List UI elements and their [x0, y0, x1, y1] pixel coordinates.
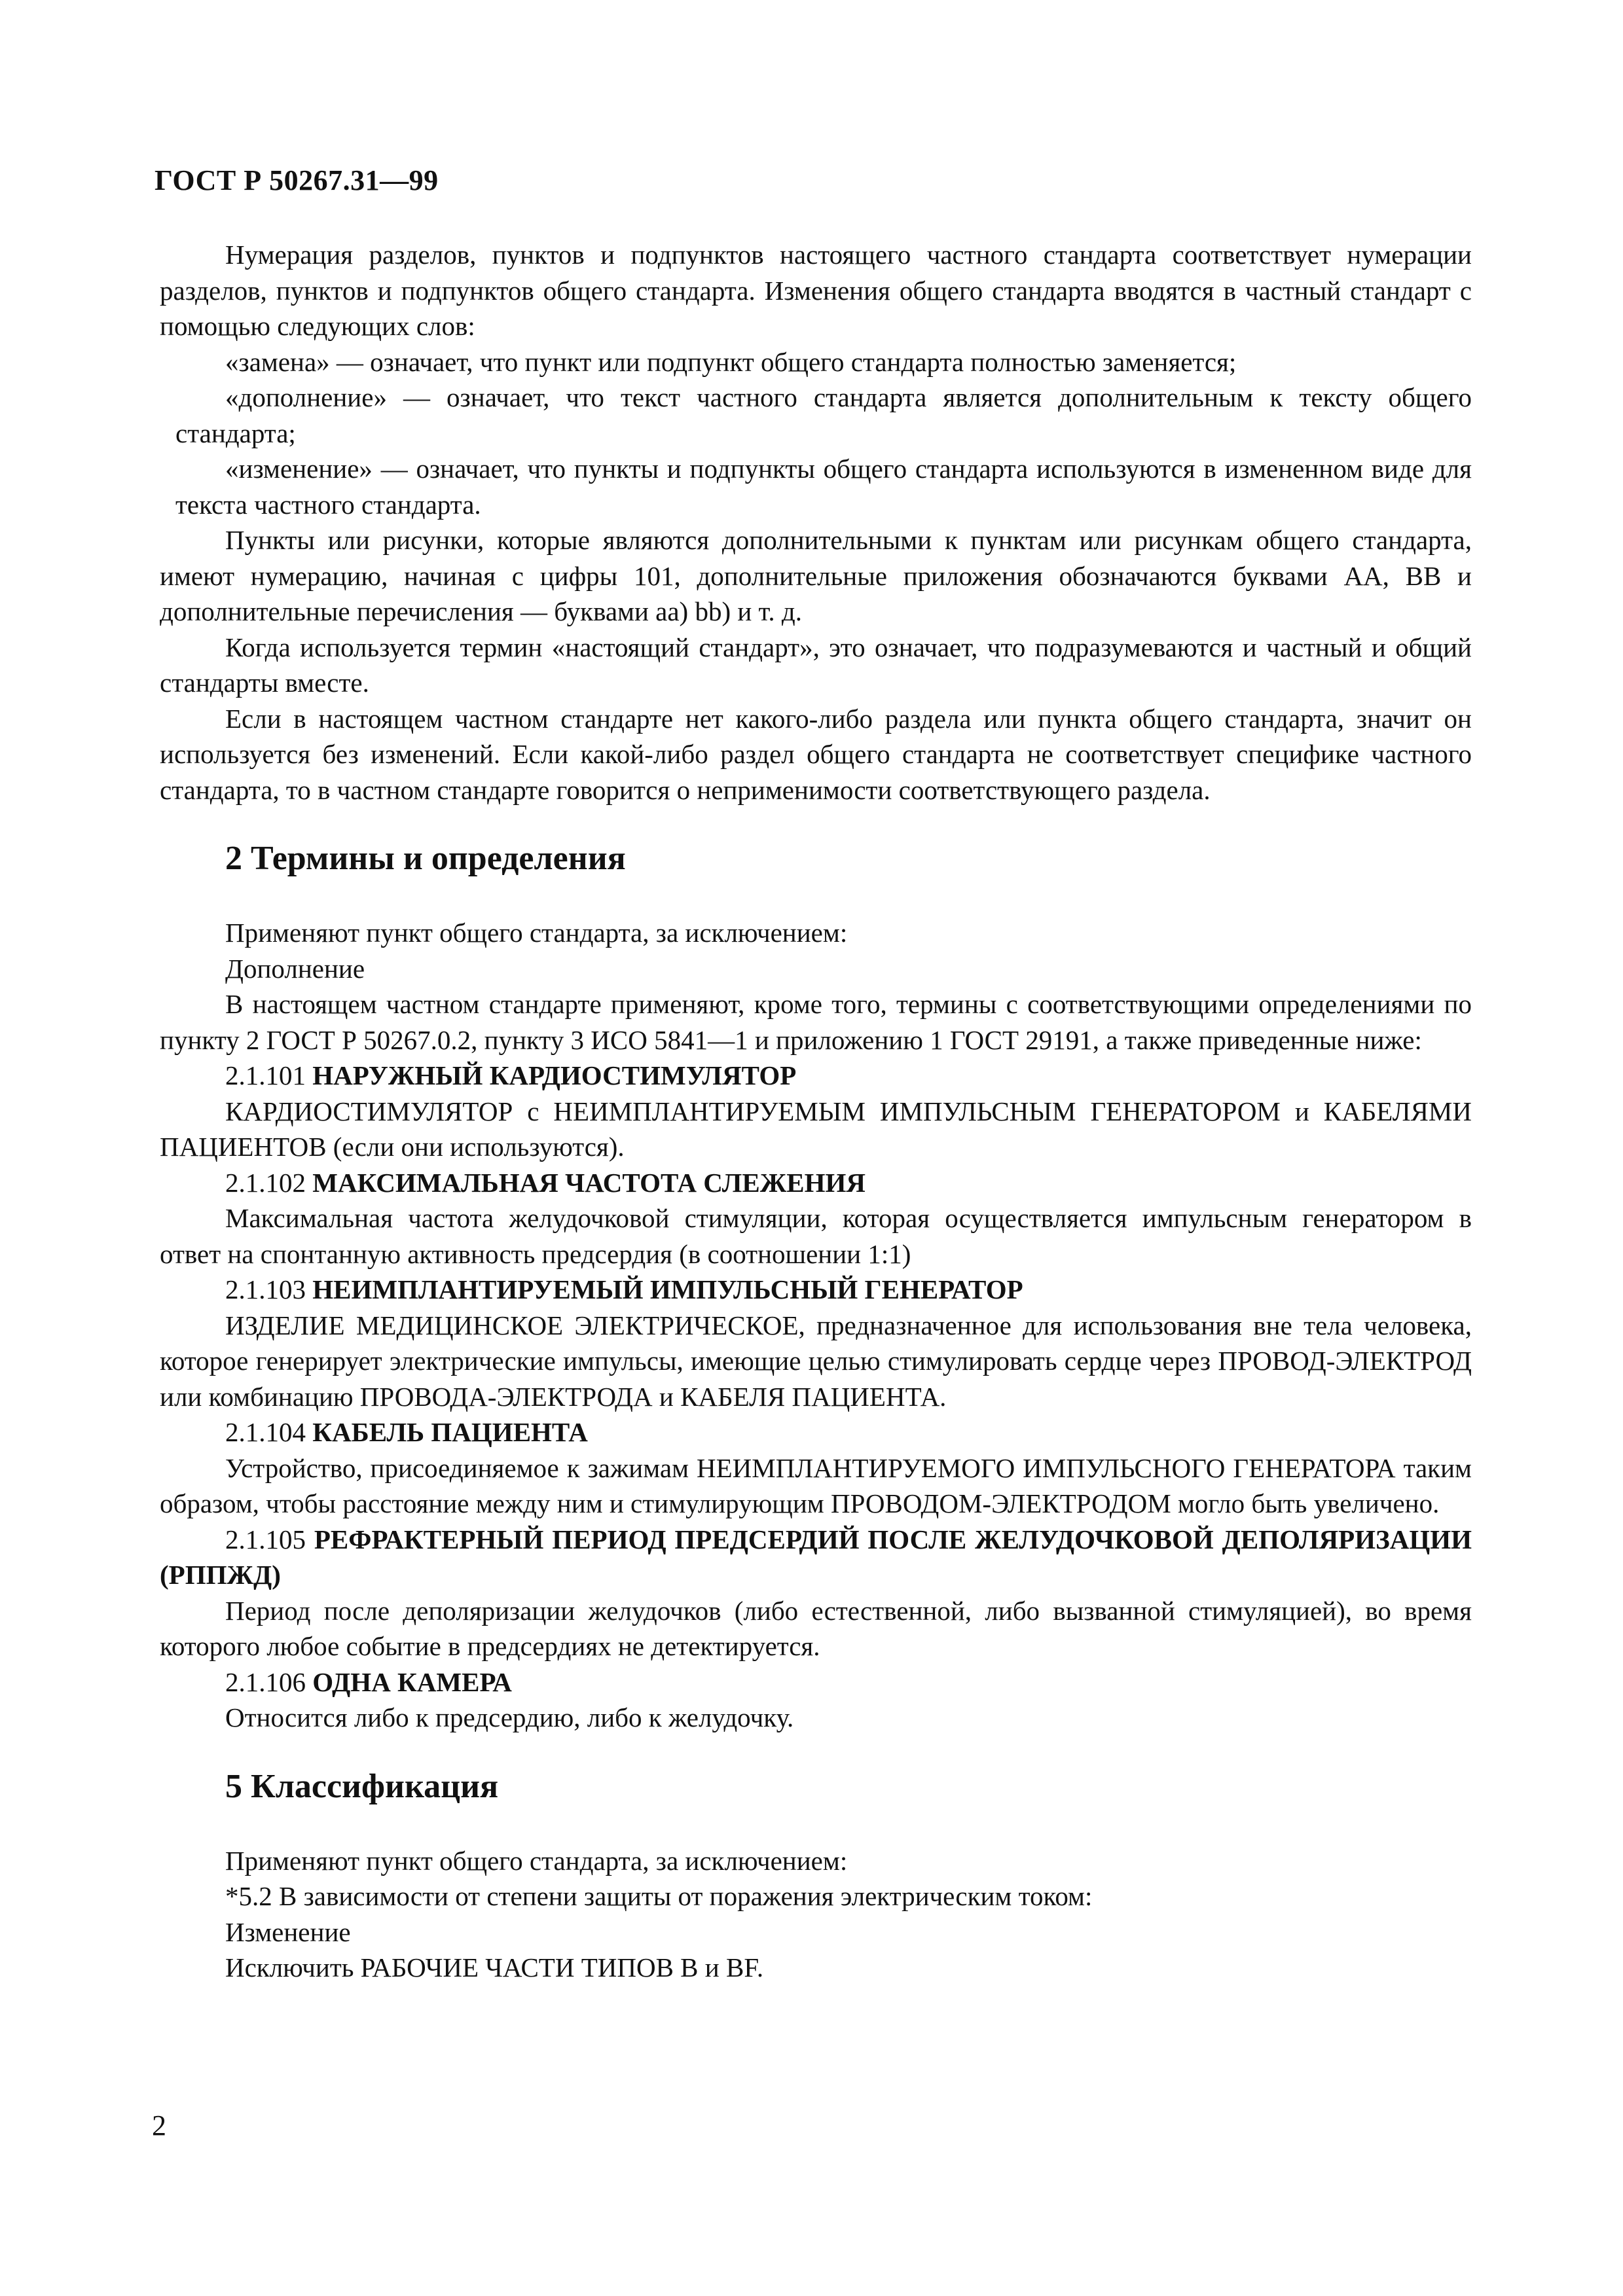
intro-paragraph: Когда используется термин «настоящий стандарт», это означает, что подразумеваются и частный и общий стандарты вместе. — [160, 632, 1472, 698]
section5-paragraph: Исключить РАБОЧИЕ ЧАСТИ ТИПОВ В и BF. — [225, 1952, 764, 1982]
term-definition: Относится либо к предсердию, либо к желудочку. — [225, 1702, 794, 1732]
intro-paragraph: Нумерация разделов, пунктов и подпунктов настоящего частного стандарта соответствует нумерации разделов, пунктов и подпунктов общего стандарта. Изменения общего стандарта вводятся в частный стандарт с помощью следующих слов: — [160, 240, 1472, 341]
page-number: 2 — [152, 2109, 166, 2142]
intro-paragraph: Если в настоящем частном стандарте нет какого-либо раздела или пункта общего стандарта, значит он используется без изменений. Если какой-либо раздел общего стандарта не соответствует специфике частного стандарта, то в частном стандарте говорится о неприменимости соответствующего раздела. — [160, 703, 1472, 805]
term-name: НАРУЖНЫЙ КАРДИОСТИМУЛЯТОР — [312, 1060, 797, 1090]
term-number: 2.1.106 — [225, 1666, 313, 1697]
section-heading-terms: 2 Термины и определения — [225, 840, 626, 877]
intro-paragraph: «замена» — означает, что пункт или подпункт общего стандарта полностью заменяется; — [225, 346, 1237, 377]
section2-paragraph: Применяют пункт общего стандарта, за исключением: — [225, 918, 848, 948]
section2-paragraph: Дополнение — [225, 953, 365, 984]
term-number: 2.1.101 — [225, 1060, 313, 1090]
term-title — [160, 1522, 1472, 1593]
term-definition: Максимальная частота желудочковой стимуляции, которая осуществляется импульсным генератором в ответ на спонтанную активность предсердия (в соотношении 1:1) — [160, 1203, 1472, 1269]
section5-paragraph: *5.2 В зависимости от степени защиты от поражения электрическим током: — [225, 1881, 1093, 1911]
term-name: РЕФРАКТЕРНЫЙ ПЕРИОД ПРЕДСЕРДИЙ ПОСЛЕ ЖЕЛУДОЧКОВОЙ ДЕПОЛЯРИЗАЦИИ (РППЖД) — [160, 1524, 1472, 1590]
document-body — [160, 237, 1472, 1986]
term-title — [160, 1165, 1472, 1201]
intro-paragraph: «дополнение» — означает, что текст частного стандарта является дополнительным к тексту общего стандарта; — [175, 382, 1472, 448]
term-number: 2.1.103 — [225, 1274, 313, 1304]
section5-paragraph: Применяют пункт общего стандарта, за исключением: — [225, 1845, 848, 1876]
term-title — [160, 1414, 1472, 1450]
term-name: КАБЕЛЬ ПАЦИЕНТА — [312, 1417, 588, 1447]
term-number: 2.1.104 — [225, 1417, 313, 1447]
section-heading-classification: 5 Классификация — [225, 1767, 499, 1805]
term-number: 2.1.105 — [225, 1524, 314, 1554]
section5-paragraph: Изменение — [225, 1916, 351, 1947]
term-number: 2.1.102 — [225, 1167, 313, 1198]
term-title — [160, 1272, 1472, 1308]
term-name: ОДНА КАМЕРА — [312, 1666, 512, 1697]
term-definition: Устройство, присоединяемое к зажимам НЕИМПЛАНТИРУЕМОГО ИМПУЛЬСНОГО ГЕНЕРАТОРА таким образом, чтобы расстояние между ним и стимулирующим ПРОВОДОМ-ЭЛЕКТРОДОМ могло быть увеличено. — [160, 1452, 1472, 1518]
term-definition: КАРДИОСТИМУЛЯТОР с НЕИМПЛАНТИРУЕМЫМ ИМПУЛЬСНЫМ ГЕНЕРАТОРОМ и КАБЕЛЯМИ ПАЦИЕНТОВ (если они используются). — [160, 1096, 1472, 1162]
intro-paragraph: Пункты или рисунки, которые являются дополнительными к пунктам или рисункам общего стандарта, имеют нумерацию, начиная с цифры 101, дополнительные приложения обозначаются буквами АА, ВВ и дополнительные перечисления — буквами аа) bb) и т. д. — [160, 525, 1472, 626]
intro-paragraph: «изменение» — означает, что пункты и подпункты общего стандарта используются в измененном виде для текста частного стандарта. — [175, 454, 1472, 520]
term-title — [160, 1664, 1472, 1700]
term-name: МАКСИМАЛЬНАЯ ЧАСТОТА СЛЕЖЕНИЯ — [312, 1167, 866, 1198]
term-definition: Период после деполяризации желудочков (либо естественной, либо вызванной стимуляцией), во время которого любое событие в предсердиях не детектируется. — [160, 1595, 1472, 1661]
term-name: НЕИМПЛАНТИРУЕМЫЙ ИМПУЛЬСНЫЙ ГЕНЕРАТОР — [312, 1274, 1023, 1304]
section2-paragraph: В настоящем частном стандарте применяют, кроме того, термины с соответствующими определениями по пункту 2 ГОСТ Р 50267.0.2, пункту 3 ИСО 5841—1 и приложению 1 ГОСТ 29191, а также приведенные ниже: — [160, 989, 1472, 1055]
term-title — [160, 1058, 1472, 1094]
term-definition: ИЗДЕЛИЕ МЕДИЦИНСКОЕ ЭЛЕКТРИЧЕСКОЕ, предназначенное для использования вне тела человека, которое генерирует электрические импульсы, имеющие целью стимулировать сердце через ПРОВОД-ЭЛЕКТРОД или комбинацию ПРОВОДА-ЭЛЕКТРОДА и КАБЕЛЯ ПАЦИЕНТА. — [160, 1310, 1472, 1412]
document-code: ГОСТ Р 50267.31—99 — [155, 164, 439, 196]
